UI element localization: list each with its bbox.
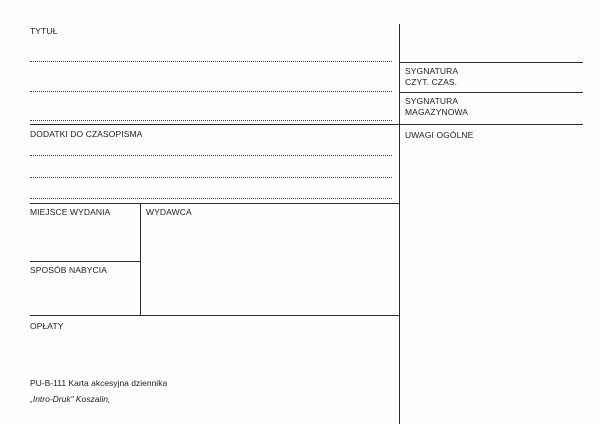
place-of-publication-label: MIEJSCE WYDANIA (30, 207, 111, 217)
right-rule-3 (30, 124, 583, 125)
printer-name: „Intro-Druk” Koszalin, (30, 394, 111, 404)
supplements-dotted-line-2 (30, 177, 392, 178)
call-number-storage-line1: SYGNATURA (405, 96, 459, 106)
right-rule-2 (399, 92, 583, 93)
call-number-storage-label (405, 96, 468, 118)
acquisition-rule (30, 261, 140, 262)
place-divider (140, 203, 141, 316)
top-right-rule (399, 62, 583, 63)
call-number-reading-line1: SYGNATURA (405, 66, 459, 76)
supplements-dotted-line-1 (30, 155, 392, 156)
call-number-storage-line2: MAGAZYNOWA (405, 107, 469, 117)
fees-label: OPŁATY (30, 321, 64, 331)
title-dotted-line-3 (30, 120, 392, 121)
lower-rule (30, 315, 399, 316)
middle-rule (30, 203, 399, 204)
supplements-label: DODATKI DO CZASOPISMA (30, 129, 143, 139)
general-remarks-label: UWAGI OGÓLNE (405, 130, 474, 140)
call-number-reading-line2: CZYT. CZAS. (405, 77, 458, 87)
title-dotted-line-2 (30, 91, 392, 92)
title-label: TYTUŁ (30, 26, 58, 36)
title-dotted-line-1 (30, 61, 392, 62)
supplements-dotted-line-3 (30, 198, 392, 199)
acquisition-method-label: SPOSÓB NABYCIA (30, 265, 107, 275)
publisher-label: WYDAWCA (146, 207, 192, 217)
call-number-reading-label (405, 66, 458, 88)
right-column-divider (399, 24, 400, 424)
form-code: PU-B-111 Karta akcesyjna dziennika (30, 378, 168, 388)
